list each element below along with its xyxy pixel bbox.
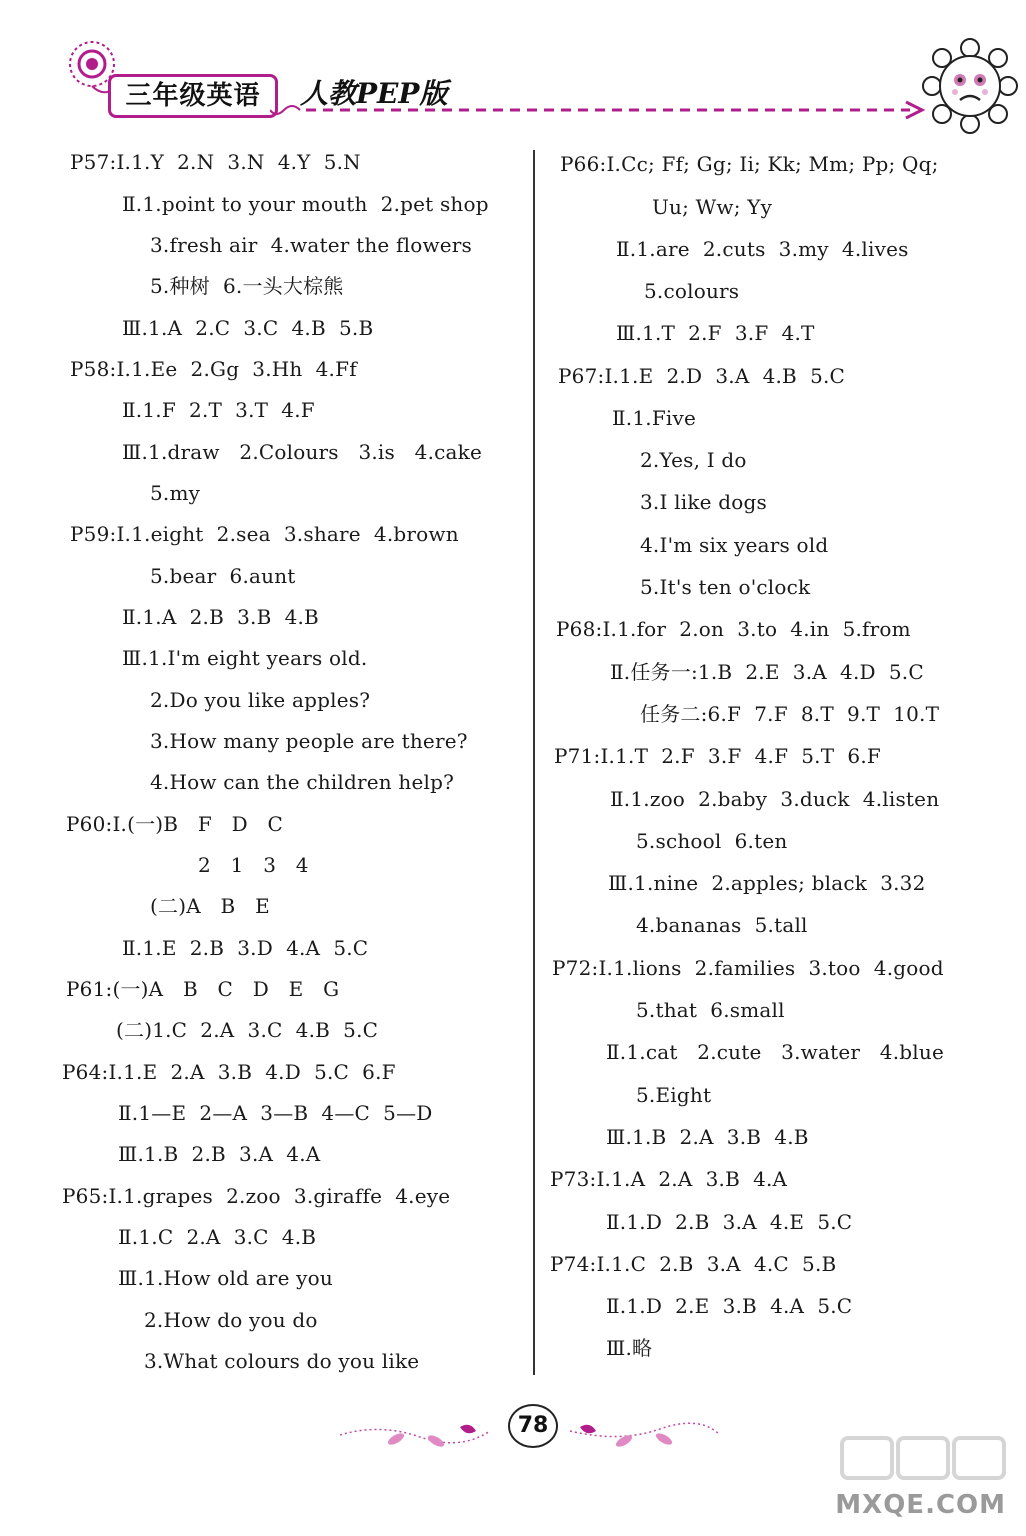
answer-line: Ⅲ.1.T 2.F 3.F 4.T bbox=[616, 321, 815, 345]
answer-line: 2.Yes, I do bbox=[640, 448, 747, 472]
answer-line: 5.bear 6.aunt bbox=[150, 564, 296, 588]
answer-line: P57:Ⅰ.1.Y 2.N 3.N 4.Y 5.N bbox=[70, 150, 361, 174]
answer-line: 3.What colours do you like bbox=[144, 1349, 420, 1373]
grade-subject-badge: 三年级英语 bbox=[108, 74, 278, 118]
answer-line: 5.It's ten o'clock bbox=[640, 575, 811, 599]
answer-line: P67:Ⅰ.1.E 2.D 3.A 4.B 5.C bbox=[558, 364, 846, 388]
answer-line: Ⅲ.1.B 2.A 3.B 4.B bbox=[606, 1125, 809, 1149]
answer-line: P58:Ⅰ.1.Ee 2.Gg 3.Hh 4.Ff bbox=[70, 357, 357, 381]
watermark-text: MXQE.COM bbox=[835, 1490, 1006, 1520]
answer-line: Ⅱ.1.Five bbox=[612, 406, 697, 430]
dashed-arrow-line-icon bbox=[270, 96, 930, 126]
answer-line: 4.How can the children help? bbox=[150, 770, 455, 794]
answer-line: Ⅱ.1.D 2.E 3.B 4.A 5.C bbox=[606, 1294, 853, 1318]
page-number: 78 bbox=[508, 1404, 558, 1448]
answer-line: Ⅲ.略 bbox=[606, 1336, 653, 1360]
answer-line: 2.Do you like apples? bbox=[150, 688, 371, 712]
answer-line: Ⅱ.1.E 2.B 3.D 4.A 5.C bbox=[122, 936, 369, 960]
answer-line: Ⅱ.1.D 2.B 3.A 4.E 5.C bbox=[606, 1210, 853, 1234]
answer-line: 5.my bbox=[150, 481, 201, 505]
answer-line: Ⅱ.1.A 2.B 3.B 4.B bbox=[122, 605, 319, 629]
edition-label: 人教PEP版 bbox=[300, 77, 448, 110]
floral-vine-left-icon bbox=[340, 1413, 500, 1453]
sad-sun-mascot-icon bbox=[920, 36, 1020, 136]
floral-vine-right-icon bbox=[560, 1413, 720, 1453]
answer-line: Ⅱ.1.are 2.cuts 3.my 4.lives bbox=[616, 237, 909, 261]
answer-line: 3.How many people are there? bbox=[150, 729, 468, 753]
answer-line: 2.How do you do bbox=[144, 1308, 318, 1332]
answer-line: 3.fresh air 4.water the flowers bbox=[150, 233, 473, 257]
answer-line: 5.种树 6.一头大棕熊 bbox=[150, 274, 344, 298]
answer-line: P65:Ⅰ.1.grapes 2.zoo 3.giraffe 4.eye bbox=[62, 1184, 451, 1208]
answer-line: Ⅱ.1—E 2—A 3—B 4—C 5—D bbox=[118, 1101, 433, 1125]
answer-line: 5.colours bbox=[644, 279, 740, 303]
column-divider bbox=[533, 150, 535, 1375]
answer-line: 2 1 3 4 bbox=[198, 853, 309, 877]
answer-line: P66:Ⅰ.Cc; Ff; Gg; Ii; Kk; Mm; Pp; Qq; bbox=[560, 152, 939, 176]
answer-line: Ⅱ.1.zoo 2.baby 3.duck 4.listen bbox=[610, 787, 940, 811]
answer-line: 5.that 6.small bbox=[636, 998, 785, 1022]
answer-line: P72:Ⅰ.1.lions 2.families 3.too 4.good bbox=[552, 956, 944, 980]
answer-line: Ⅱ.1.cat 2.cute 3.water 4.blue bbox=[606, 1040, 945, 1064]
page-header bbox=[0, 0, 1026, 140]
answer-line: (二)1.C 2.A 3.C 4.B 5.C bbox=[116, 1018, 379, 1042]
answer-line: Ⅲ.1.I'm eight years old. bbox=[122, 646, 368, 670]
answer-line: P73:Ⅰ.1.A 2.A 3.B 4.A bbox=[550, 1167, 788, 1191]
answer-line: Ⅱ.1.point to your mouth 2.pet shop bbox=[122, 192, 489, 216]
answer-line: Ⅱ.1.F 2.T 3.T 4.F bbox=[122, 398, 315, 422]
answer-line: P71:Ⅰ.1.T 2.F 3.F 4.F 5.T 6.F bbox=[554, 744, 881, 768]
answer-line: Ⅲ.1.B 2.B 3.A 4.A bbox=[118, 1142, 321, 1166]
answer-line: P61:(一)A B C D E G bbox=[66, 977, 340, 1001]
answer-line: Ⅲ.1.draw 2.Colours 3.is 4.cake bbox=[122, 440, 483, 464]
answer-line: (二)A B E bbox=[150, 894, 270, 918]
answer-line: 5.school 6.ten bbox=[636, 829, 788, 853]
answer-line: P59:Ⅰ.1.eight 2.sea 3.share 4.brown bbox=[70, 522, 459, 546]
answer-line: P68:Ⅰ.1.for 2.on 3.to 4.in 5.from bbox=[556, 617, 911, 641]
answer-line: Ⅲ.1.A 2.C 3.C 4.B 5.B bbox=[122, 316, 374, 340]
answer-line: P64:Ⅰ.1.E 2.A 3.B 4.D 5.C 6.F bbox=[62, 1060, 396, 1084]
answer-line: P74:Ⅰ.1.C 2.B 3.A 4.C 5.B bbox=[550, 1252, 837, 1276]
answer-line: Uu; Ww; Yy bbox=[652, 195, 773, 219]
answer-line: Ⅱ.任务一:1.B 2.E 3.A 4.D 5.C bbox=[610, 660, 924, 684]
answer-line: 3.I like dogs bbox=[640, 490, 767, 514]
answer-line: Ⅱ.1.C 2.A 3.C 4.B bbox=[118, 1225, 317, 1249]
answer-line: 任务二:6.F 7.F 8.T 9.T 10.T bbox=[640, 702, 940, 726]
answer-line: 5.Eight bbox=[636, 1083, 712, 1107]
answer-line: P60:Ⅰ.(一)B F D C bbox=[66, 812, 284, 836]
answer-line: Ⅲ.1.nine 2.apples; black 3.32 bbox=[608, 871, 926, 895]
answer-line: Ⅲ.1.How old are you bbox=[118, 1266, 333, 1290]
answer-line: 4.I'm six years old bbox=[640, 533, 829, 557]
answer-line: 4.bananas 5.tall bbox=[636, 913, 808, 937]
